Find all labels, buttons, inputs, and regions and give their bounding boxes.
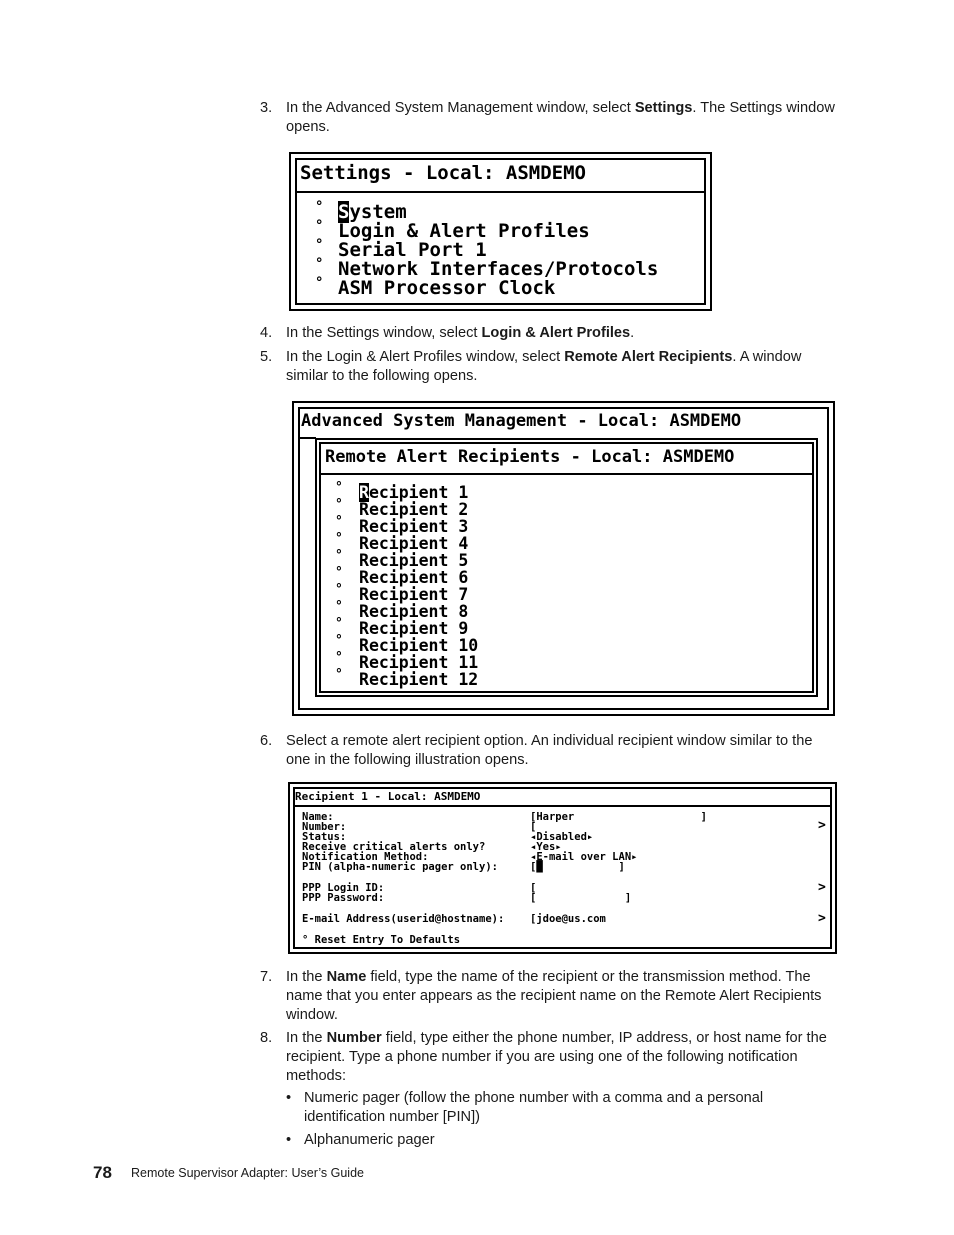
menu-item-initial: R (359, 636, 369, 655)
step-text-post: . A window similar to the following opens. (286, 349, 802, 384)
field-label: E-mail Address(userid@hostname): (302, 913, 505, 925)
step-text (286, 1029, 840, 1086)
settings-item-asm-clock[interactable] (338, 277, 555, 299)
step-text (286, 324, 840, 343)
step-text-pre: In the Login & Alert Profiles window, select (286, 349, 565, 365)
bullet-mark: • (286, 1132, 292, 1148)
pin-input[interactable]: [█ ] (530, 861, 625, 873)
ppp-login-input[interactable]: [ (530, 882, 537, 894)
bullet-icon: ° (315, 199, 324, 215)
bullet-numeric-pager (260, 1089, 840, 1129)
step-8 (260, 1029, 840, 1087)
bullet-icon: ° (315, 275, 324, 291)
menu-item-initial: R (359, 568, 369, 587)
menu-item-initial: R (359, 602, 369, 621)
bullet-icon: ° (335, 667, 343, 682)
step-text (286, 348, 840, 386)
menu-item-label: ecipient 12 (368, 670, 479, 689)
bullet-icon: ° (335, 599, 343, 614)
field-label: PPP Login ID: (302, 882, 385, 894)
step-text-bold: Remote Alert Recipients (564, 349, 733, 365)
reset-defaults-option[interactable]: ° Reset Entry To Defaults (302, 934, 461, 946)
step-text-pre: In the (286, 969, 327, 985)
bullet-icon: ° (335, 497, 343, 512)
chevron-right-icon[interactable]: > (818, 818, 826, 833)
page-number: 78 (93, 1163, 112, 1182)
notification-method-selector[interactable]: ◂E-mail over LAN▸ (530, 851, 638, 863)
menu-item-initial: R (359, 500, 369, 519)
bullet-icon: ° (335, 582, 343, 597)
step-number: 8. (260, 1030, 273, 1046)
field-label: Status: (302, 831, 347, 843)
menu-item-label: ecipient 7 (368, 585, 469, 604)
settings-title-divider (297, 191, 704, 193)
bullet-icon: ° (335, 565, 343, 580)
name-input[interactable]: [Harper ] (530, 811, 708, 823)
menu-item-initial: R (359, 517, 369, 536)
step-text-bold: Settings (634, 100, 693, 116)
menu-item-initial: S (338, 239, 350, 261)
menu-item-label: ecipient 2 (368, 500, 469, 519)
step-text (286, 968, 840, 1025)
menu-item-initial: R (359, 670, 369, 689)
recipient-window-title: Recipient 1 - Local: ASMDEMO (295, 790, 481, 803)
asm-window (292, 401, 835, 716)
step-number: 5. (260, 349, 273, 365)
menu-item-label: ogin & Alert Profiles (349, 220, 590, 242)
step-4 (260, 324, 840, 344)
menu-item-initial: R (359, 551, 369, 570)
email-input[interactable]: [jdoe@us.com (530, 913, 606, 925)
menu-item-label: ecipient 4 (368, 534, 469, 553)
bullet-icon: ° (335, 548, 343, 563)
step-text-pre: In the (286, 1030, 327, 1046)
bullet-text: Numeric pager (follow the phone number with a comma and a personal identification number [PIN]) (304, 1090, 764, 1125)
menu-item-label: ecipient 5 (368, 551, 469, 570)
step-number: 7. (260, 969, 273, 985)
step-7 (260, 968, 840, 1026)
menu-item-initial: R (359, 534, 369, 553)
step-text-bold: Number (326, 1030, 382, 1046)
step-number: 3. (260, 100, 273, 116)
bullet-mark: • (286, 1090, 292, 1106)
menu-item-initial: A (338, 277, 350, 299)
recipients-title-divider (321, 473, 812, 475)
menu-item-label: ecipient 1 (368, 483, 469, 502)
field-label: Notification Method: (302, 851, 429, 863)
cursor-highlight: R (359, 483, 369, 502)
bullet-icon: ° (335, 650, 343, 665)
bullet-icon: ° (315, 256, 324, 272)
ppp-password-input[interactable]: [ ] (530, 892, 632, 904)
menu-item-label: ecipient 10 (368, 636, 479, 655)
menu-item-initial: R (359, 619, 369, 638)
recipients-window (315, 438, 818, 697)
bullet-alphanumeric-pager (260, 1131, 840, 1151)
menu-item-label: ecipient 6 (368, 568, 469, 587)
step-text-bold: Name (326, 969, 367, 985)
field-label: Receive critical alerts only? (302, 841, 486, 853)
step-number: 6. (260, 733, 273, 749)
bullet-icon: ° (315, 218, 324, 234)
bullet-icon: ° (335, 531, 343, 546)
menu-item-label: ystem (349, 201, 407, 223)
step-number: 4. (260, 325, 273, 341)
field-label: PIN (alpha-numeric pager only): (302, 861, 498, 873)
asm-title-divider (300, 437, 316, 439)
settings-window (289, 152, 712, 311)
step-text-pre: In the Advanced System Management window, select (286, 100, 635, 116)
step-3 (260, 99, 840, 139)
step-text-pre: In the Settings window, select (286, 325, 482, 341)
bullet-text: Alphanumeric pager (304, 1132, 435, 1148)
recipient-title-divider (294, 805, 831, 807)
cursor-highlight: S (338, 201, 350, 223)
step-text-post: . The Settings window opens. (286, 100, 835, 135)
step-text-post: . (630, 325, 635, 341)
bullet-icon: ° (335, 514, 343, 529)
recipient-item-12[interactable] (359, 670, 478, 689)
step-text (286, 99, 840, 137)
menu-item-label: ecipient 11 (368, 653, 479, 672)
recipients-window-title: Remote Alert Recipients - Local: ASMDEMO (325, 447, 735, 467)
field-label: Number: (302, 821, 347, 833)
menu-item-label: etwork Interfaces/Protocols (349, 258, 659, 280)
menu-item-label: ecipient 3 (368, 517, 469, 536)
field-label: Name: (302, 811, 334, 823)
recipient-window (288, 782, 837, 954)
step-text-post: field, type either the phone number, IP address, or host name for the recipient. Type a phone number if you are using one of the following notification methods: (286, 1030, 827, 1084)
step-text-post: field, type the name of the recipient or the transmission method. The name that you enter appears as the recipient name on the Remote Alert Recipients window. (286, 969, 822, 1023)
chevron-right-icon[interactable]: > (818, 880, 826, 895)
menu-item-initial: R (359, 653, 369, 672)
menu-item-label: ecipient 8 (368, 602, 469, 621)
status-selector[interactable]: ◂Disabled▸ (530, 831, 594, 843)
step-5 (260, 348, 840, 388)
bullet-icon: ° (315, 237, 324, 253)
menu-item-label: erial Port 1 (349, 239, 487, 261)
settings-window-title: Settings - Local: ASMDEMO (300, 162, 586, 184)
chevron-right-icon[interactable]: > (818, 911, 826, 926)
bullet-icon: ° (335, 480, 343, 495)
menu-item-initial: L (338, 220, 350, 242)
menu-item-initial: N (338, 258, 350, 280)
step-text-bold: Login & Alert Profiles (481, 325, 631, 341)
menu-item-label: SM Processor Clock (349, 277, 556, 299)
step-text: Select a remote alert recipient option. An individual recipient window similar to the one in the following illustration opens. (286, 733, 813, 768)
bullet-icon: ° (335, 633, 343, 648)
critical-alerts-selector[interactable]: ◂Yes▸ (530, 841, 562, 853)
number-input[interactable]: [ (530, 821, 537, 833)
asm-window-title: Advanced System Management - Local: ASMDEMO (301, 411, 742, 431)
footer-title: Remote Supervisor Adapter: User’s Guide (131, 1166, 364, 1180)
step-6 (260, 732, 840, 772)
menu-item-label: ecipient 9 (368, 619, 469, 638)
bullet-icon: ° (335, 616, 343, 631)
field-label: PPP Password: (302, 892, 385, 904)
menu-item-initial: R (359, 585, 369, 604)
